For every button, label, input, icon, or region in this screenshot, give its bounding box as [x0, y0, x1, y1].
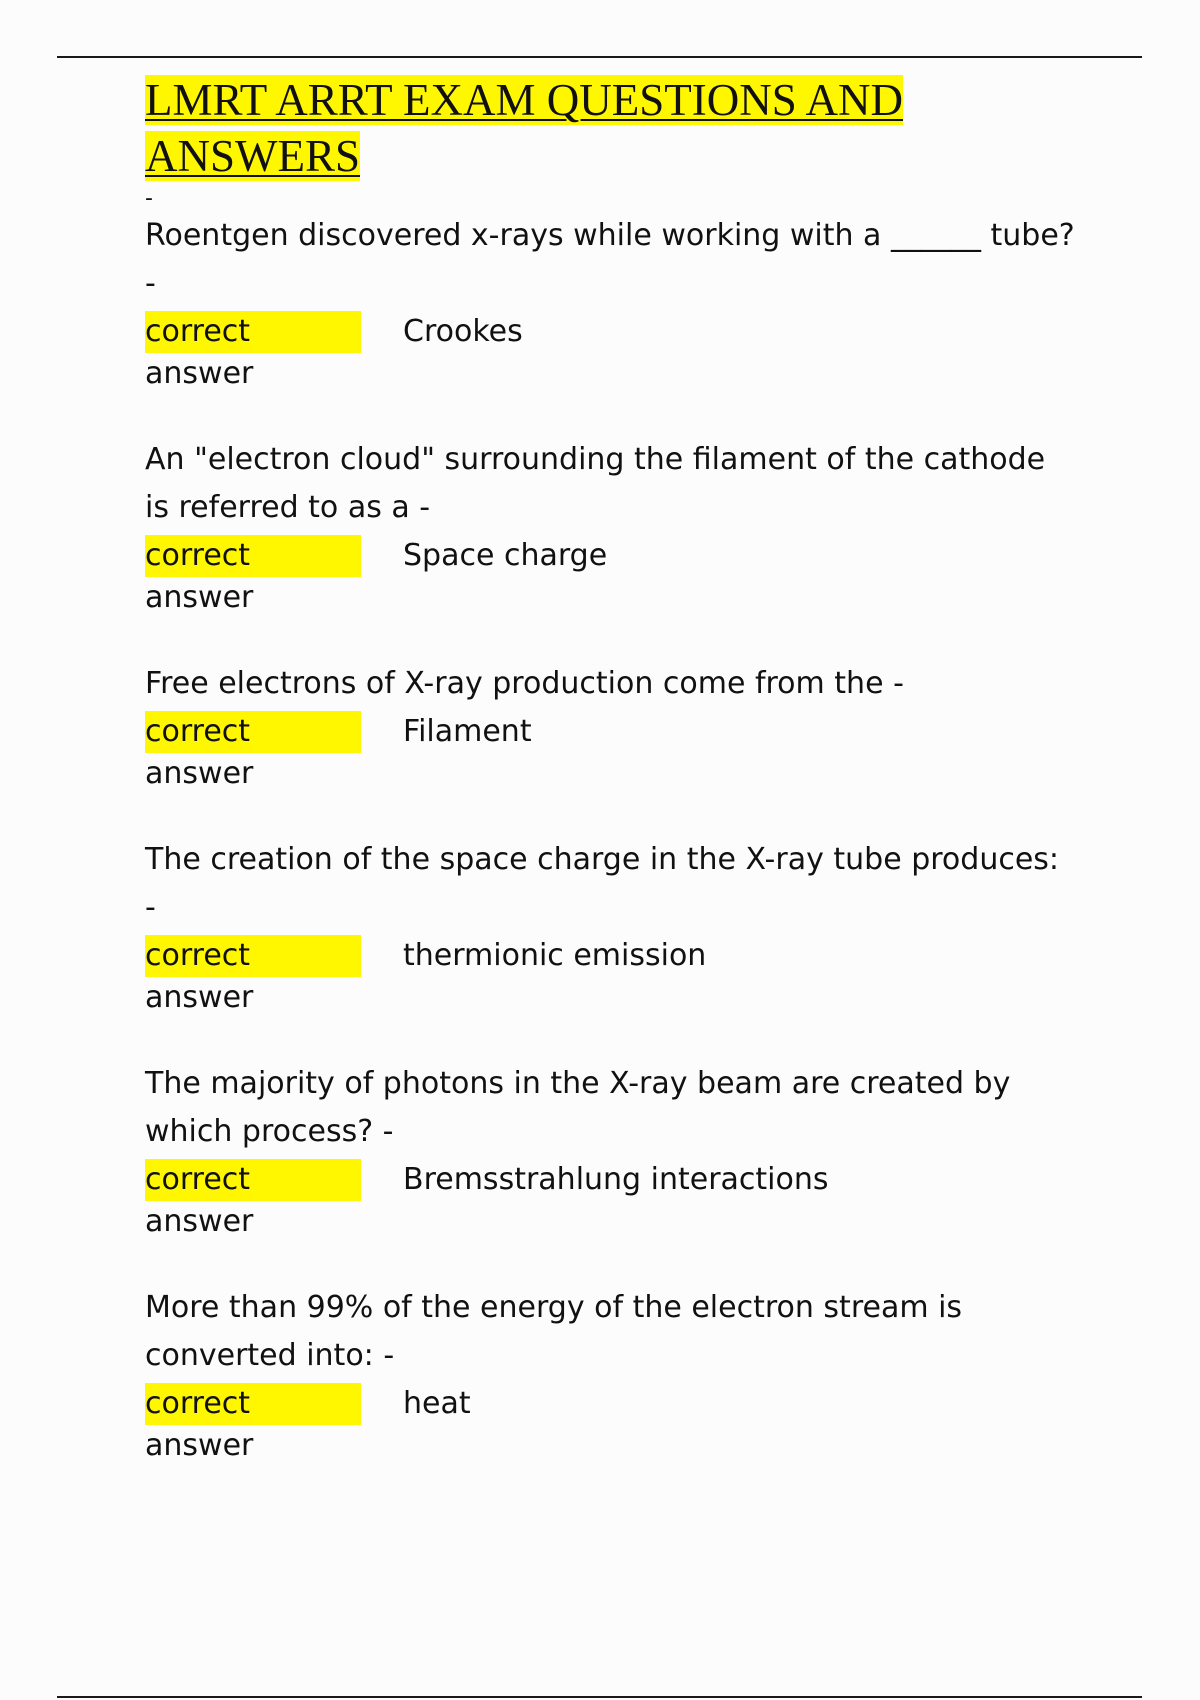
- question-text: An "electron cloud" surrounding the filament of the cathode is referred to as a -: [145, 442, 1046, 525]
- question-text: The majority of photons in the X-ray beam are created by which process? -: [145, 1066, 1011, 1149]
- answer-text: thermionic emission: [403, 938, 707, 973]
- correct-answer-label: correct answer: [145, 1383, 361, 1425]
- answer-text: Filament: [403, 714, 532, 749]
- footer-rule: [57, 1696, 1142, 1698]
- question-text: More than 99% of the energy of the electron stream is converted into: -: [145, 1290, 963, 1373]
- question-text: Free electrons of X-ray production come from the -: [145, 666, 904, 701]
- qa-item: [145, 660, 1075, 791]
- answer-row: [145, 932, 1075, 1015]
- correct-answer-label: correct answer: [145, 311, 361, 353]
- question-text: Roentgen discovered x-rays while working with a ______ tube? -: [145, 218, 1075, 301]
- qa-item: [145, 212, 1075, 391]
- qa-list: [145, 212, 1075, 1508]
- correct-answer-label: correct answer: [145, 711, 361, 753]
- qa-item: [145, 1284, 1075, 1463]
- answer-text: Bremsstrahlung interactions: [403, 1162, 829, 1197]
- correct-answer-label: correct answer: [145, 935, 361, 977]
- answer-text: Space charge: [403, 538, 608, 573]
- answer-row: [145, 708, 1075, 791]
- lead-dash: -: [145, 186, 153, 211]
- answer-row: [145, 532, 1075, 615]
- answer-row: [145, 308, 1075, 391]
- correct-answer-label: correct answer: [145, 1159, 361, 1201]
- qa-item: [145, 1060, 1075, 1239]
- answer-row: [145, 1380, 1075, 1463]
- answer-text: Crookes: [403, 314, 523, 349]
- qa-item: [145, 836, 1075, 1015]
- header-rule: [57, 56, 1142, 58]
- answer-row: [145, 1156, 1075, 1239]
- correct-answer-label: correct answer: [145, 535, 361, 577]
- qa-item: [145, 436, 1075, 615]
- document-title: LMRT ARRT EXAM QUESTIONS AND ANSWERS: [145, 75, 904, 181]
- question-text: The creation of the space charge in the X-ray tube produces: -: [145, 842, 1060, 925]
- answer-text: heat: [403, 1386, 471, 1421]
